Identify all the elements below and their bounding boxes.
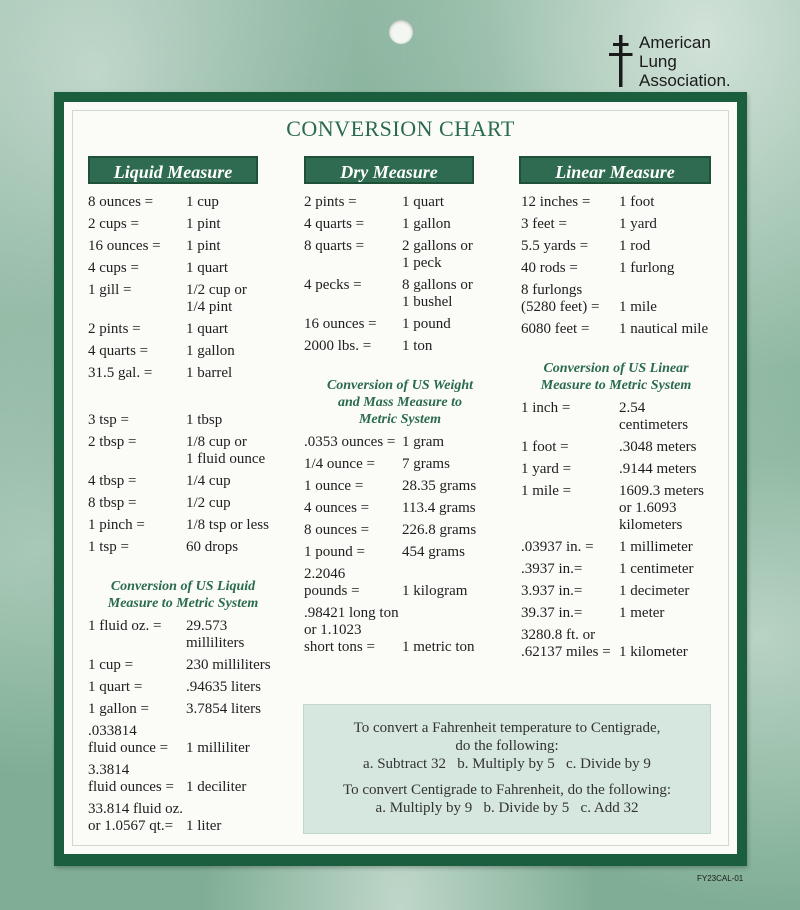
list-item: 4 ounces = 113.4 grams <box>304 500 476 516</box>
liquid-metric-column <box>88 618 288 840</box>
list-item: 4 quarts = 1 gallon <box>304 216 451 232</box>
liquid-metric-subheading: Conversion of US Liquid Measure to Metric System <box>107 579 259 611</box>
logo-line-2: Lung <box>639 51 677 71</box>
list-item: 2 pints = 1 quart <box>304 194 445 210</box>
list-item: 8 furlongs (5280 feet) = 1 mile <box>521 282 657 315</box>
list-item: .3937 in.= 1 centimeter <box>521 561 694 577</box>
list-item: 4 cups = 1 quart <box>88 260 229 276</box>
list-item: 2.2046 pounds = 1 kilogram <box>304 566 468 599</box>
dry-metric-column <box>304 434 504 661</box>
dry-metric-subheading: Conversion of US Weight and Mass Measure to Metric System <box>326 378 474 427</box>
list-item: 1 pound = 454 grams <box>304 544 465 560</box>
f2c-subtitle: do the following: <box>455 738 559 754</box>
list-item: 33.814 fluid oz. or 1.0567 qt.= 1 liter <box>88 801 222 834</box>
list-item: 4 quarts = 1 gallon <box>88 343 235 359</box>
list-item: 5.5 yards = 1 rod <box>521 238 651 254</box>
list-item: 3 tsp = 1 tbsp <box>88 412 223 428</box>
list-item: 3.3814 fluid ounces = 1 deciliter <box>88 762 247 795</box>
list-item: 2 pints = 1 quart <box>88 321 229 337</box>
list-item: 1 tsp = 60 drops <box>88 539 239 555</box>
liquid-column <box>88 194 288 387</box>
list-item: 1 yard = .9144 meters <box>521 461 697 477</box>
product-code: FY23CAL-01 <box>697 874 744 883</box>
list-item: 1 mile = 1609.3 meters or 1.6093 kilometers <box>521 483 704 533</box>
american-lung-association-logo <box>607 33 787 89</box>
list-item: 1/4 ounce = 7 grams <box>304 456 450 472</box>
list-item: 16 ounces = 1 pound <box>304 316 451 332</box>
list-item: 1 fluid oz. = 29.573 milliliters <box>88 618 245 651</box>
temperature-conversion-box <box>303 704 711 834</box>
linear-column <box>521 194 721 343</box>
list-item: 39.37 in.= 1 meter <box>521 605 665 621</box>
list-item: 1 quart = .94635 liters <box>88 679 261 695</box>
list-item: .0353 ounces = 1 gram <box>304 434 445 450</box>
linear-metric-subheading: Conversion of US Linear Measure to Metric System <box>540 361 692 393</box>
conversion-card <box>64 102 737 854</box>
liquid-measure-header: Liquid Measure <box>88 156 258 184</box>
list-item: 1 gill = 1/2 cup or 1/4 pint <box>88 282 247 315</box>
list-item: 3.937 in.= 1 decimeter <box>521 583 690 599</box>
dry-measure-header: Dry Measure <box>304 156 474 184</box>
c2f-steps: a. Multiply by 9 b. Divide by 5 c. Add 32 <box>375 800 639 816</box>
list-item: 12 inches = 1 foot <box>521 194 655 210</box>
list-item: 1 inch = 2.54 centimeters <box>521 400 689 433</box>
list-item: .033814 fluid ounce = 1 milliliter <box>88 723 250 756</box>
list-item: 40 rods = 1 furlong <box>521 260 675 276</box>
list-item: 2 cups = 1 pint <box>88 216 221 232</box>
list-item: 1 foot = .3048 meters <box>521 439 697 455</box>
list-item: 4 tbsp = 1/4 cup <box>88 473 231 489</box>
f2c-steps: a. Subtract 32 b. Multiply by 5 c. Divide by 9 <box>363 756 651 772</box>
list-item: 8 tbsp = 1/2 cup <box>88 495 231 511</box>
list-item: .03937 in. = 1 millimeter <box>521 539 693 555</box>
list-item: 1 ounce = 28.35 grams <box>304 478 477 494</box>
list-item: 31.5 gal. = 1 barrel <box>88 365 233 381</box>
list-item: 1 cup = 230 milliliters <box>88 657 271 673</box>
list-item: 8 ounces = 1 cup <box>88 194 219 210</box>
list-item: 16 ounces = 1 pint <box>88 238 221 254</box>
list-item: .98421 long ton or 1.1023 short tons = 1 metric ton <box>304 605 475 655</box>
list-item: 1 gallon = 3.7854 liters <box>88 701 261 717</box>
linear-measure-header: Linear Measure <box>519 156 711 184</box>
page-title: CONVERSION CHART <box>286 116 515 141</box>
list-item: 2 tbsp = 1/8 cup or 1 fluid ounce <box>88 434 266 467</box>
list-item: 2000 lbs. = 1 ton <box>304 338 433 354</box>
list-item: 4 pecks = 8 gallons or 1 bushel <box>304 277 473 310</box>
f2c-title: To convert a Fahrenheit temperature to Centigrade, <box>353 720 661 736</box>
linear-metric-column <box>521 400 721 666</box>
list-item: 6080 feet = 1 nautical mile <box>521 321 709 337</box>
dry-column <box>304 194 504 360</box>
liquid-spoon-column <box>88 412 288 561</box>
logo-line-3: Association. <box>639 70 731 90</box>
hanging-hole <box>389 20 413 44</box>
list-item: 8 quarts = 2 gallons or 1 peck <box>304 238 473 271</box>
list-item: 1 pinch = 1/8 tsp or less <box>88 517 269 533</box>
list-item: 3 feet = 1 yard <box>521 216 657 232</box>
list-item: 3280.8 ft. or .62137 miles = 1 kilometer <box>521 627 688 660</box>
c2f-title: To convert Centigrade to Fahrenheit, do the following: <box>342 782 672 798</box>
logo-line-1: American <box>639 32 711 52</box>
lorraine-cross-icon <box>607 33 635 89</box>
list-item: 8 ounces = 226.8 grams <box>304 522 477 538</box>
